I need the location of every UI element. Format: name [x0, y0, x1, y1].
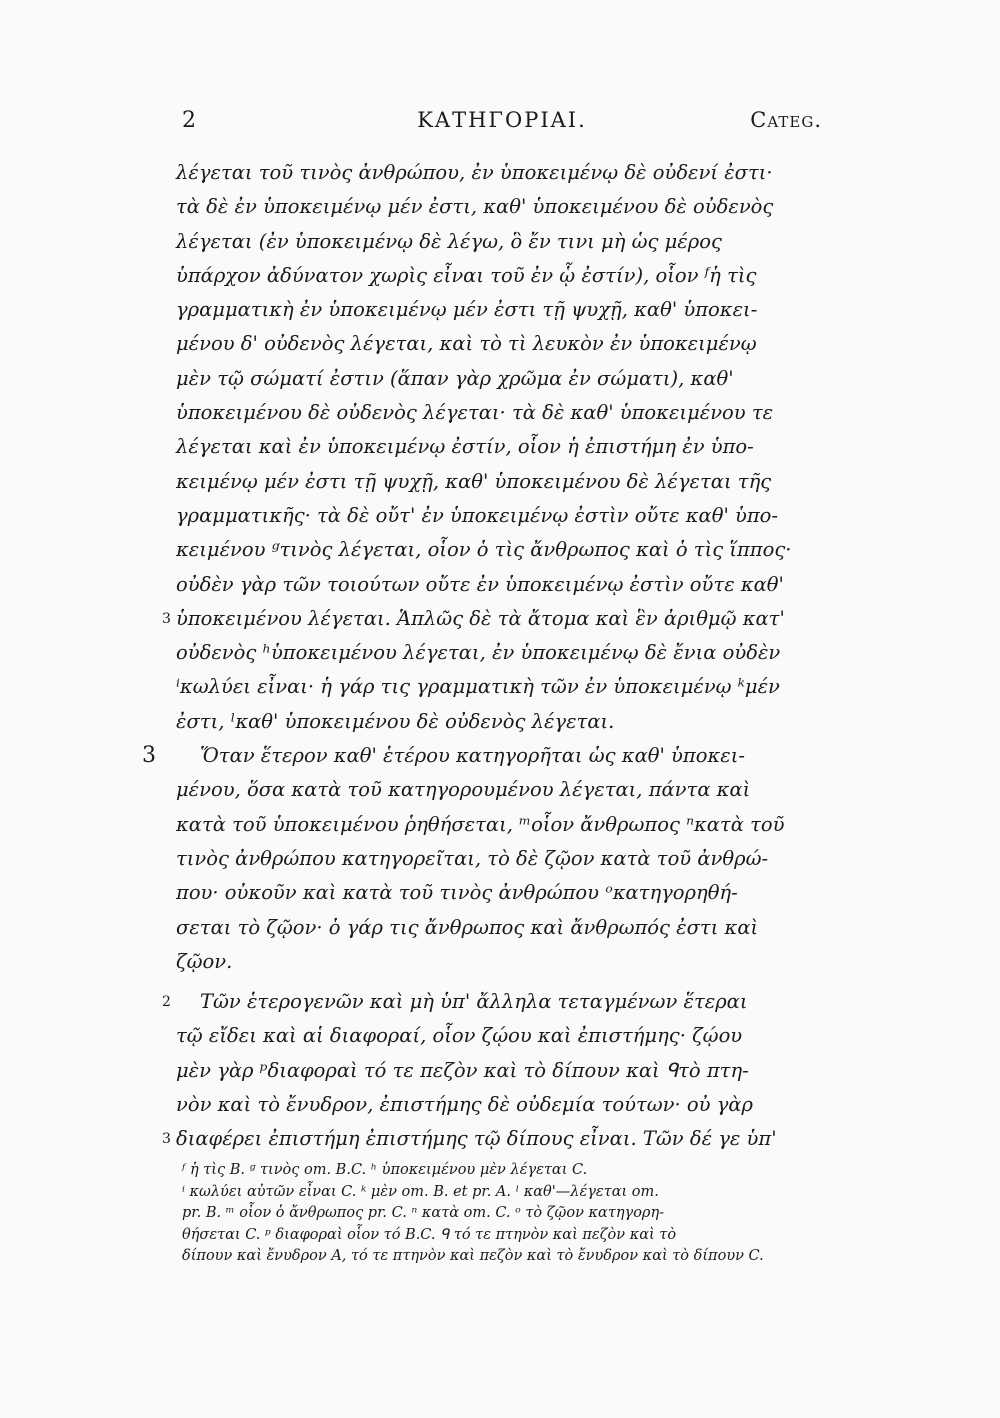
- text-line: [176, 362, 826, 396]
- text-line: [176, 705, 826, 739]
- text-line: [176, 1019, 826, 1053]
- text-line: [162, 602, 826, 636]
- line-text: Τῶν ἑτερογενῶν καὶ μὴ ὑπ' ἄλληλα τεταγμένων ἕτεραι: [200, 990, 748, 1014]
- page-title: ΚΑΤΗΓΟΡΙΑΙ.: [417, 108, 587, 132]
- text-line: [176, 1088, 826, 1122]
- footnote-line: ᶠ ἡ τὶς B. ᵍ τινὸς om. B.C. ʰ ὑποκειμένου μὲν λέγεται C.: [182, 1162, 588, 1178]
- line-text: ζῷον.: [176, 949, 233, 973]
- line-text: ἐστι, ˡκαθ' ὑποκειμένου δὲ οὐδενὸς λέγεται.: [176, 709, 615, 733]
- text-line: [176, 1054, 826, 1088]
- line-text: ὑποκειμένου λέγεται. Ἁπλῶς δὲ τὰ ἄτομα καὶ ἓν ἀριθμῷ κατ': [176, 606, 785, 630]
- line-text: κειμένου ᵍτινὸς λέγεται, οἷον ὁ τὶς ἄνθρωπος καὶ ὁ τὶς ἵππος·: [176, 538, 792, 562]
- line-text: μένου δ' οὐδενὸς λέγεται, καὶ τὸ τὶ λευκὸν ἐν ὑποκειμένῳ: [176, 332, 757, 356]
- footnote-line: δίπουν καὶ ἔνυδρον A, τό τε πτηνὸν καὶ πεζὸν καὶ τὸ ἔνυδρον καὶ τὸ δίπουν C.: [182, 1248, 764, 1264]
- main-text: [142, 156, 826, 1157]
- footnote-line: pr. B. ᵐ οἷον ὁ ἄνθρωπος pr. C. ⁿ κατὰ om. C. ᵒ τὸ ζῷον κατηγορη-: [182, 1205, 665, 1221]
- line-text: τὰ δὲ ἐν ὑποκειμένῳ μέν ἐστι, καθ' ὑποκειμένου δὲ οὐδενὸς: [176, 195, 774, 219]
- page-number: 2: [182, 108, 196, 133]
- text-line: [176, 293, 826, 327]
- text-line: [162, 1122, 826, 1156]
- text-line: [176, 327, 826, 361]
- text-line: [176, 259, 826, 293]
- text-line: [176, 876, 826, 910]
- text-line: [176, 465, 826, 499]
- line-text: ⁱκωλύει εἶναι· ἡ γάρ τις γραμματικὴ τῶν ἐν ὑποκειμένῳ ᵏμέν: [176, 675, 780, 699]
- footnotes: [182, 1160, 822, 1268]
- line-text: τῷ εἴδει καὶ αἱ διαφοραί, οἷον ζῴου καὶ ἐπιστήμης· ζῴου: [176, 1024, 743, 1048]
- text-line: [176, 396, 826, 430]
- text-line: [176, 225, 826, 259]
- line-text: λέγεται (ἐν ὑποκειμένῳ δὲ λέγω, ὃ ἔν τινι μὴ ὡς μέρος: [176, 229, 722, 253]
- footnote-line: θήσεται C. ᵖ διαφοραὶ οἷον τό B.C. ᑫ τό τε πτηνὸν καὶ πεζὸν καὶ τὸ: [182, 1226, 677, 1243]
- text-line: [176, 670, 826, 704]
- running-header: [182, 108, 822, 138]
- footnote-line: ⁱ κωλύει αὐτῶν εἶναι C. ᵏ μὲν om. B. et pr. A. ˡ καθ'—λέγεται om.: [182, 1183, 659, 1200]
- line-text: λέγεται καὶ ἐν ὑποκειμένῳ ἐστίν, οἷον ἡ ἐπιστήμη ἐν ὑπο-: [176, 435, 754, 459]
- section-abbreviation: Categ.: [750, 108, 822, 132]
- line-text: μὲν τῷ σώματί ἐστιν (ἅπαν γὰρ χρῶμα ἐν σώματι), καθ': [176, 366, 734, 390]
- text-line: [176, 636, 826, 670]
- text-line: [142, 739, 826, 773]
- line-text: γραμματικὴ ἐν ὑποκειμένῳ μέν ἐστι τῇ ψυχῇ, καθ' ὑποκει-: [176, 298, 758, 322]
- line-text: τινὸς ἀνθρώπου κατηγορεῖται, τὸ δὲ ζῷον κατὰ τοῦ ἀνθρώ-: [176, 846, 769, 870]
- text-line: [176, 430, 826, 464]
- text-line: [162, 985, 826, 1019]
- text-line: [176, 945, 826, 979]
- line-text: ὑπάρχον ἀδύνατον χωρὶς εἶναι τοῦ ἐν ᾧ ἐστίν), οἷον ᶠἡ τὶς: [176, 263, 757, 287]
- line-text: σεται τὸ ζῷον· ὁ γάρ τις ἄνθρωπος καὶ ἄνθρωπός ἐστι καὶ: [176, 915, 759, 939]
- line-text: κατὰ τοῦ ὑποκειμένου ῥηθήσεται, ᵐοἷον ἄνθρωπος ⁿκατὰ τοῦ: [176, 812, 785, 836]
- chapter-number: 3: [142, 743, 156, 769]
- line-text: μένου, ὅσα κατὰ τοῦ κατηγορουμένου λέγεται, πάντα καὶ: [176, 778, 751, 802]
- line-text: διαφέρει ἐπιστήμη ἐπιστήμης τῷ δίπους εἶναι. Τῶν δέ γε ὑπ': [176, 1127, 777, 1151]
- text-line: [176, 568, 826, 602]
- line-text: κειμένῳ μέν ἐστι τῇ ψυχῇ, καθ' ὑποκειμένου δὲ λέγεται τῆς: [176, 469, 772, 493]
- text-line: [176, 911, 826, 945]
- text-line: [176, 808, 826, 842]
- margin-section-number: 3: [162, 1131, 171, 1148]
- line-text: μὲν γὰρ ᵖδιαφοραὶ τό τε πεζὸν καὶ τὸ δίπουν καὶ ᑫτὸ πτη-: [176, 1058, 749, 1082]
- margin-section-number: 2: [162, 994, 171, 1011]
- text-line: [176, 156, 826, 190]
- text-line: [176, 533, 826, 567]
- line-text: ὑποκειμένου δὲ οὐδενὸς λέγεται· τὰ δὲ καθ' ὑποκειμένου τε: [176, 401, 774, 425]
- line-text: γραμματικῆς· τὰ δὲ οὔτ' ἐν ὑποκειμένῳ ἐστὶν οὔτε καθ' ὑπο-: [176, 503, 778, 527]
- line-text: που· οὐκοῦν καὶ κατὰ τοῦ τινὸς ἀνθρώπου ᵒκατηγορηθή-: [176, 881, 738, 905]
- line-text: νὸν καὶ τὸ ἔνυδρον, ἐπιστήμης δὲ οὐδεμία τούτων· οὐ γὰρ: [176, 1093, 754, 1117]
- line-text: λέγεται τοῦ τινὸς ἀνθρώπου, ἐν ὑποκειμένῳ δὲ οὐδενί ἐστι·: [176, 161, 773, 184]
- text-line: [176, 190, 826, 224]
- text-line: [176, 842, 826, 876]
- margin-section-number: 3: [162, 610, 171, 627]
- text-line: [176, 499, 826, 533]
- text-line: [176, 773, 826, 807]
- line-text: οὐδὲν γὰρ τῶν τοιούτων οὔτε ἐν ὑποκειμένῳ ἐστὶν οὔτε καθ': [176, 572, 784, 596]
- line-text: οὐδενὸς ʰὑποκειμένου λέγεται, ἐν ὑποκειμένῳ δὲ ἔνια οὐδὲν: [176, 641, 781, 665]
- line-text: Ὅταν ἕτερον καθ' ἑτέρου κατηγορῆται ὡς καθ' ὑποκει-: [200, 744, 745, 768]
